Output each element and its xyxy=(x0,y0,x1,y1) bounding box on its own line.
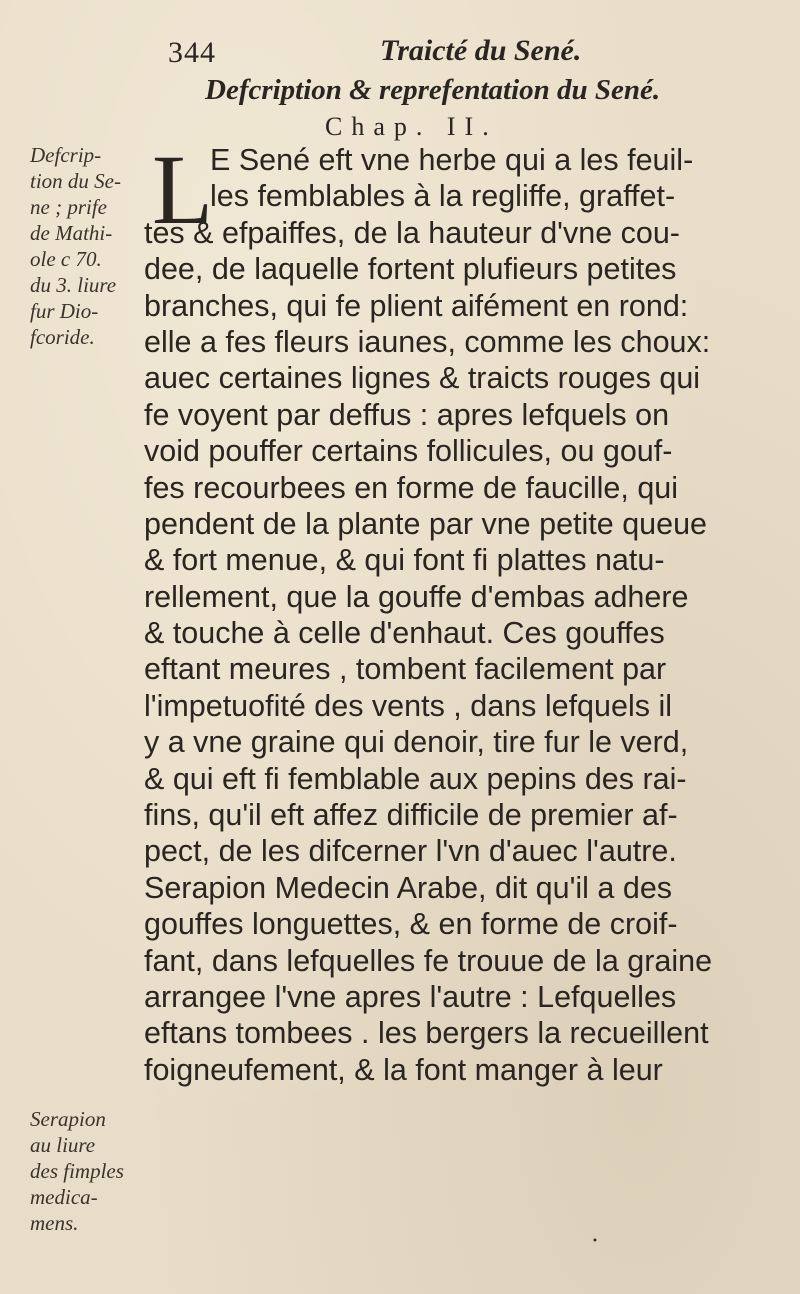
text-line: l'impetuofité des vents , dans lefquels il xyxy=(144,688,673,723)
body-text xyxy=(144,134,784,1088)
margin-note-line: au liure xyxy=(30,1133,96,1157)
margin-note-line: medica- xyxy=(30,1185,98,1209)
text-line: fins, qu'il eft affez difficile de premier af- xyxy=(144,798,678,833)
margin-note-line: de Mathi- xyxy=(30,221,113,245)
text-line: elle a fes fleurs iaunes, comme les choux: xyxy=(144,324,711,359)
chapter-heading: Chap. II. xyxy=(325,112,498,141)
margin-note-line: ne ; prife xyxy=(30,195,107,219)
catchword-mark: • xyxy=(592,1236,598,1247)
page-number: 344 xyxy=(168,36,216,69)
running-title: Traicté du Sené. xyxy=(380,34,582,67)
text-line: E Sené eft vne herbe qui a les feuil- xyxy=(210,143,694,177)
margin-note-line: des fimples xyxy=(30,1159,124,1183)
drop-cap: L xyxy=(152,134,214,245)
margin-note-line: ole c 70. xyxy=(30,247,102,271)
margin-note-line: fur Dio- xyxy=(30,299,99,323)
text-line: fant, dans lefquelles fe trouue de la graine xyxy=(144,943,713,978)
text-line: pect, de les difcerner l'vn d'auec l'autre. xyxy=(144,834,677,869)
text-line: fes recourbees en forme de faucille, qui xyxy=(144,470,679,505)
margin-note-serapion xyxy=(30,1106,142,1236)
section-subtitle: Defcription & reprefentation du Sené. xyxy=(205,74,661,106)
text-line: & touche à celle d'enhaut. Ces gouffes xyxy=(144,616,665,651)
text-line: arrangee l'vne apres l'autre : Lefquelles xyxy=(144,979,677,1014)
margin-note-description xyxy=(30,142,142,350)
text-line: auec certaines lignes & traicts rouges qui xyxy=(144,361,701,396)
text-line: void pouffer certains follicules, ou gouf- xyxy=(144,434,673,469)
text-line: tes & efpaiffes, de la hauteur d'vne cou- xyxy=(144,215,680,250)
text-line: & fort menue, & qui font fi plattes natu- xyxy=(144,543,665,578)
text-line: dee, de laquelle fortent plufieurs petites xyxy=(144,252,677,287)
text-line: les femblables à la regliffe, graffet- xyxy=(210,179,676,214)
text-line: eftant meures , tombent facilement par xyxy=(144,652,667,687)
margin-note-line: mens. xyxy=(30,1211,79,1235)
margin-note-line: Defcrip- xyxy=(30,143,102,167)
text-line: fe voyent par deffus : apres lefquels on xyxy=(144,397,670,432)
margin-note-line: fcoride. xyxy=(30,325,95,349)
text-line: branches, qui fe plient aifément en rond: xyxy=(144,288,689,323)
text-line: y a vne graine qui denoir, tire fur le verd, xyxy=(144,725,689,760)
text-line: eftans tombees . les bergers la recueillent xyxy=(144,1016,709,1051)
text-line: & qui eft fi femblable aux pepins des rai- xyxy=(144,761,687,796)
text-line: rellement, que la gouffe d'embas adhere xyxy=(144,579,689,614)
margin-note-line: du 3. liure xyxy=(30,273,117,297)
text-line: Serapion Medecin Arabe, dit qu'il a des xyxy=(144,870,673,905)
margin-note-line: tion du Se- xyxy=(30,169,121,193)
text-line: pendent de la plante par vne petite queue xyxy=(144,506,708,541)
text-line: gouffes longuettes, & en forme de croif- xyxy=(144,907,678,942)
margin-note-line: Serapion xyxy=(30,1107,106,1131)
text-line: foigneufement, & la font manger à leur xyxy=(144,1052,663,1087)
